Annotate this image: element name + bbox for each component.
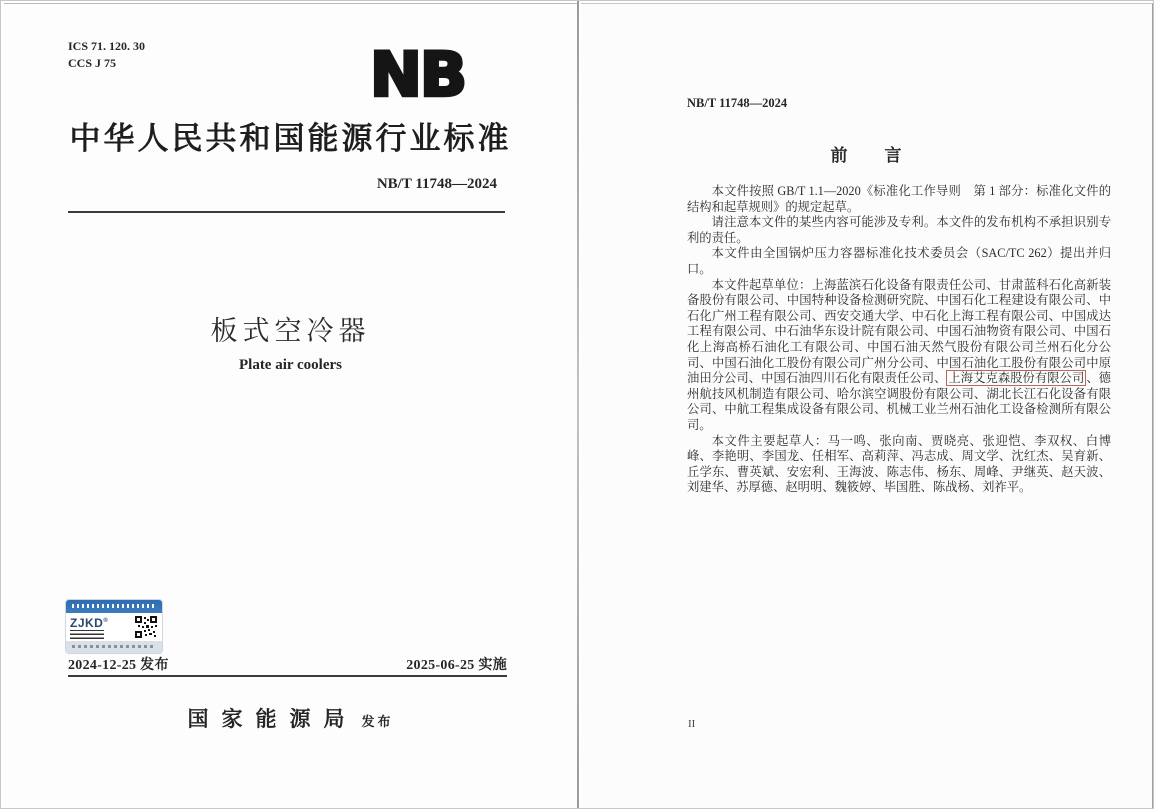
- foreword-paragraph-main-drafters: 本文件主要起草人：马一鸣、张向南、贾晓亮、张迎恺、李双权、白博峰、李艳明、李国龙、任相军、高莉萍、冯志成、周文学、沈红杰、吴育新、丘学东、曹英斌、安宏利、王海波、陈志伟、杨东、周峰、尹继英、赵天波、刘建华、苏厚德、赵明明、魏筱婷、毕国胜、陈战杨、刘祚平。: [687, 433, 1111, 495]
- standard-series-title: 中华人民共和国能源行业标准: [69, 121, 512, 156]
- foreword-title: 前 言: [830, 146, 903, 165]
- registered-trademark-icon: ®: [103, 617, 109, 624]
- stamp-header-band: [66, 600, 162, 613]
- highlighted-company-box: 上海艾克森股份有限公司: [948, 371, 1085, 386]
- barcode-icon: [70, 630, 104, 639]
- foreword-body: [687, 184, 1111, 496]
- stamp-footer-band: [66, 641, 162, 653]
- ics-code: ICS 71. 120. 30: [68, 39, 146, 53]
- stamp-header-microtext: [72, 604, 156, 608]
- page-seam: [577, 1, 579, 809]
- standard-number: NB/T 11748—2024: [376, 176, 497, 192]
- page-number: II: [688, 718, 696, 730]
- stamp-body: [66, 613, 162, 641]
- anti-counterfeit-stamp: [66, 600, 162, 653]
- stamp-brand-block: [70, 616, 108, 639]
- bottom-divider-line: [68, 675, 507, 677]
- cover-page: [4, 3, 577, 809]
- foreword-paragraph-drafting-rules: 本文件按照 GB/T 1.1—2020《标准化工作导则 第 1 部分：标准化文件的结构和起草规则》的规定起草。: [687, 184, 1111, 214]
- implementation-date: 2025-06-25 实施: [406, 658, 507, 673]
- foreword-paragraph-drafting-organizations: 本文件起草单位：上海蓝滨石化设备有限责任公司、甘肃蓝科石化高新装备股份有限公司、中国特种设备检测研究院、中国石化工程建设有限公司、中石化广州工程有限公司、西安交通大学、中石化上海工程有限公司、中国成达工程有限公司、中石油华东设计院有限公司、中国石油物资有限公司、中国石化上海高桥石油化工有限公司、中国石油天然气股份有限公司兰州石化分公司、中国石油化工股份有限公司广州分公司、中国石油化工股份有限公司中原油田分公司、中国石油四川石化有限责任公司、 上海艾克森股份有限公司 、德州航技风机制造有限公司、哈尔滨空调股份有限公司、湖北长江石化设备有限公司、中航工程集成设备有限公司、机械工业兰州石油化工设备检测所有限公司。: [687, 277, 1111, 432]
- ccs-code: CCS J 75: [68, 56, 117, 70]
- classification-codes: [68, 38, 145, 72]
- date-row: [68, 654, 507, 674]
- foreword-page: [581, 3, 1153, 809]
- issue-date: 2024-12-25 发布: [68, 658, 169, 673]
- foreword-paragraph-committee: 本文件由全国锅炉压力容器标准化技术委员会（SAC/TC 262）提出并归口。: [687, 246, 1111, 276]
- issuing-action: 发布: [361, 714, 394, 729]
- top-divider-line: [68, 211, 505, 213]
- issuing-authority: 国家能源局: [187, 707, 358, 731]
- stamp-footer-microtext: [72, 645, 156, 648]
- stamp-brand-logo: ZJKD®: [70, 615, 109, 630]
- foreword-paragraph-patent-notice: 请注意本文件的某些内容可能涉及专利。本文件的发布机构不承担识别专利的责任。: [687, 215, 1111, 245]
- document-title-zh: 板式空冷器: [210, 316, 371, 346]
- document-title-en: Plate air coolers: [238, 357, 342, 373]
- issuing-authority-line: [4, 703, 577, 733]
- nb-logo: NB: [370, 38, 466, 111]
- page-header-standard-number: NB/T 11748—2024: [687, 96, 788, 110]
- qr-code-icon: [134, 615, 158, 639]
